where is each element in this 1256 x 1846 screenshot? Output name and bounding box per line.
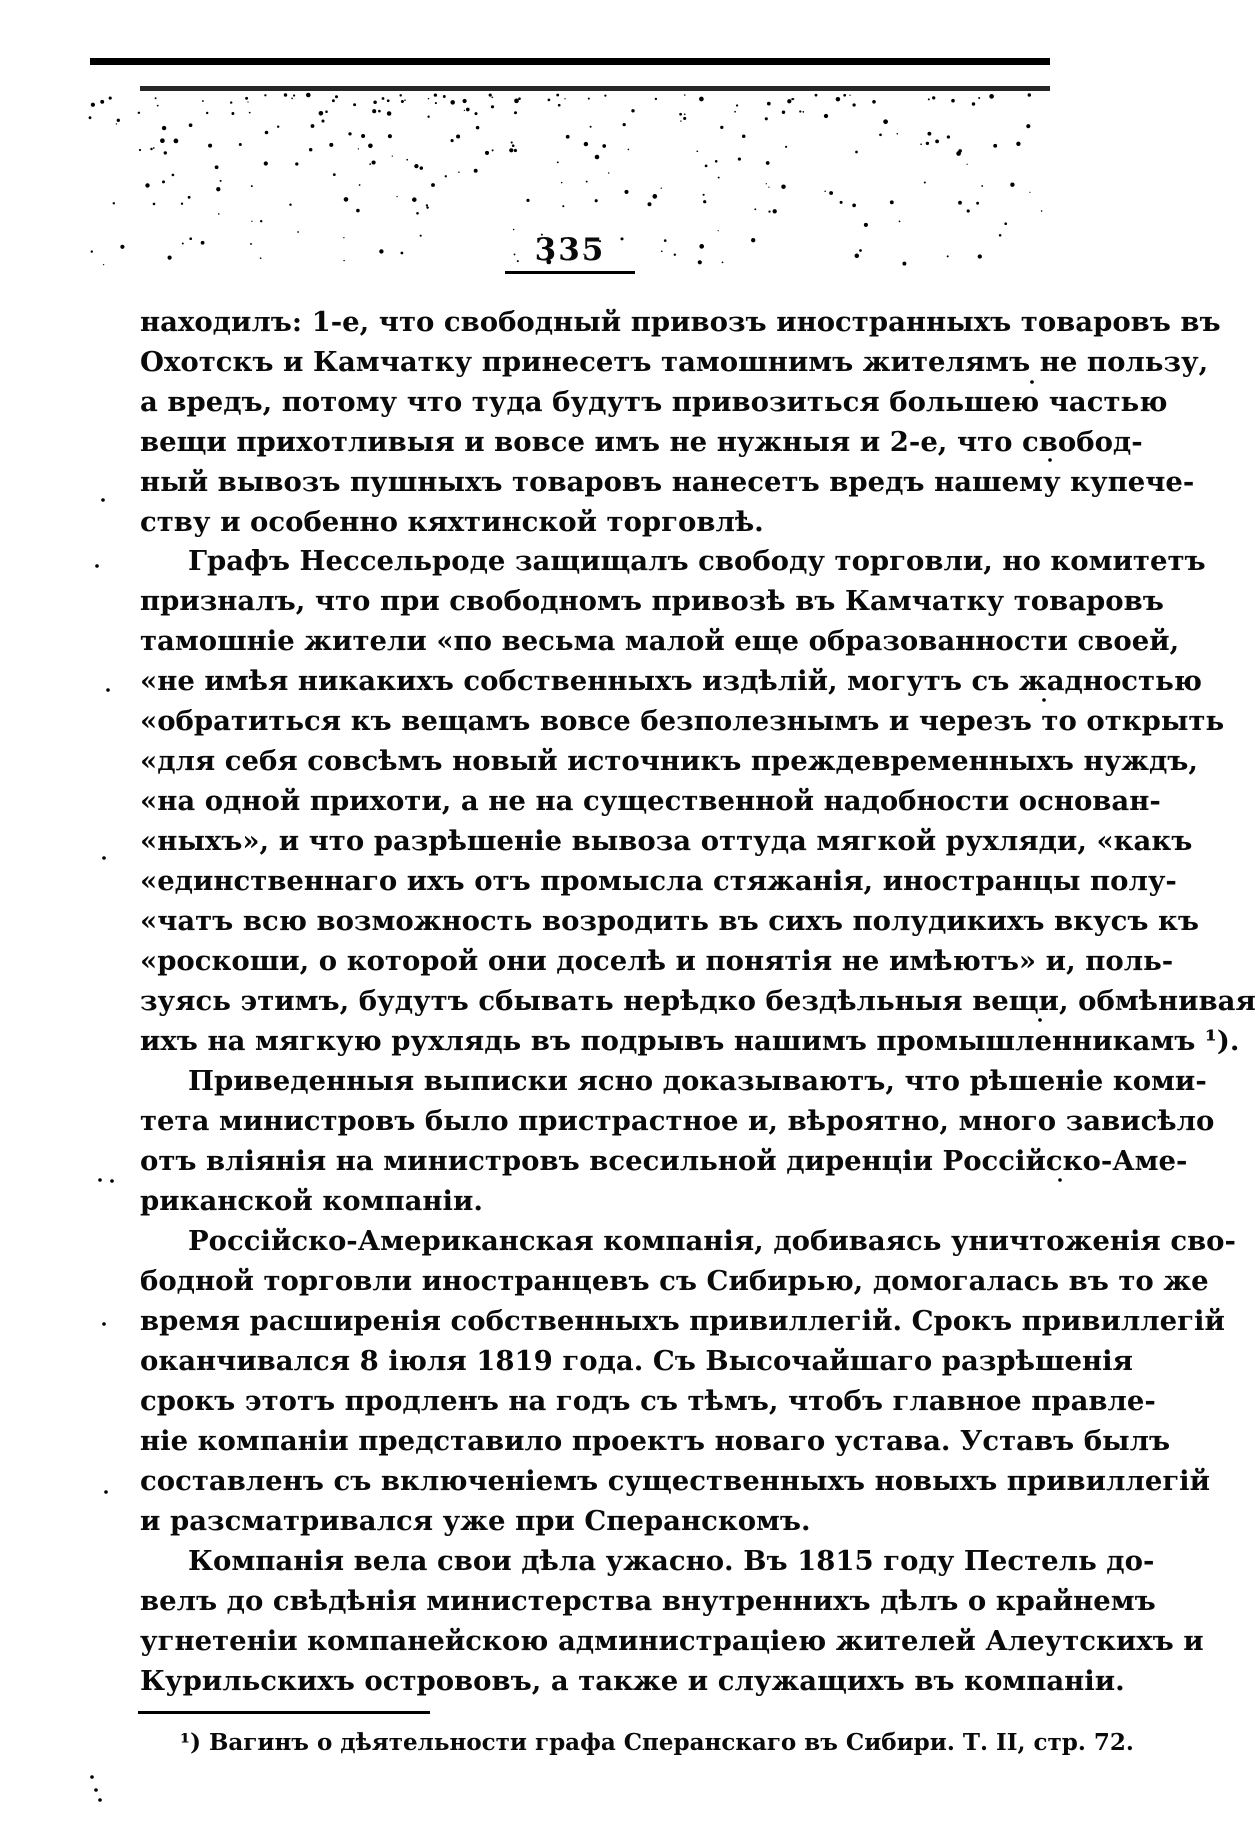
noise-speck — [492, 149, 494, 151]
noise-speck — [450, 100, 455, 105]
noise-speck — [139, 149, 141, 151]
noise-speck — [372, 160, 376, 164]
noise-speck — [557, 161, 559, 163]
noise-speck — [428, 98, 430, 100]
noise-speck — [145, 183, 149, 187]
text-line: зуясь этимъ, будутъ сбывать нерѣдко бездѣльныя вещи, обмѣнивая — [140, 985, 1256, 1017]
text-line: составленъ съ включеніемъ существенныхъ новыхъ привиллегій — [140, 1465, 1211, 1497]
noise-speck — [781, 184, 786, 189]
noise-speck — [967, 209, 970, 212]
noise-speck — [683, 117, 686, 120]
noise-speck — [548, 99, 551, 102]
noise-speck — [356, 209, 360, 213]
noise-speck — [765, 117, 768, 120]
margin-speck — [1038, 1018, 1042, 1022]
noise-speck — [202, 100, 204, 102]
noise-speck — [476, 126, 480, 130]
noise-speck — [927, 132, 931, 136]
noise-speck — [736, 104, 738, 106]
noise-speck — [215, 165, 219, 169]
text-line: Курильскихъ острововъ, а также и служащихъ въ компаніи. — [140, 1665, 1125, 1697]
noise-speck — [160, 138, 165, 143]
text-line: а вредъ, потому что туда будутъ привозиться большею частью — [140, 386, 1168, 418]
noise-speck — [358, 148, 359, 149]
noise-speck — [164, 151, 167, 154]
noise-speck — [699, 97, 704, 102]
noise-speck — [368, 143, 373, 148]
noise-speck — [247, 101, 248, 102]
noise-speck — [631, 109, 634, 112]
noise-speck — [766, 183, 767, 184]
noise-speck — [466, 108, 470, 112]
margin-speck — [94, 1788, 98, 1792]
noise-speck — [208, 144, 212, 148]
noise-speck — [361, 134, 365, 138]
noise-speck — [116, 123, 117, 124]
noise-speck — [172, 174, 175, 177]
noise-speck — [564, 98, 565, 99]
noise-speck — [153, 147, 155, 149]
noise-speck — [684, 94, 686, 96]
noise-speck — [443, 95, 446, 98]
noise-speck — [855, 151, 858, 154]
noise-speck — [849, 95, 850, 96]
noise-speck — [353, 103, 356, 106]
noise-speck — [435, 102, 437, 104]
noise-speck — [526, 199, 529, 202]
noise-speck — [329, 143, 333, 147]
noise-speck — [785, 146, 787, 148]
text-line: бодной торговли иностранцевъ съ Сибирью, домогалась въ то же — [140, 1265, 1209, 1297]
noise-speck — [514, 98, 519, 103]
text-line: вещи прихотливыя и вовсе имъ не нужныя и 2-е, что свобод- — [140, 426, 1143, 458]
noise-speck — [852, 103, 855, 106]
noise-speck — [157, 105, 159, 107]
noise-speck — [456, 134, 460, 138]
noise-speck — [426, 206, 428, 208]
text-line: и разсматривался уже при Сперанскомъ. — [140, 1505, 811, 1537]
noise-speck — [897, 133, 899, 135]
noise-speck — [332, 99, 335, 102]
noise-speck — [412, 197, 417, 202]
noise-speck — [989, 94, 994, 99]
noise-speck — [852, 204, 856, 208]
text-line: риканской компаніи. — [140, 1185, 483, 1217]
noise-speck — [113, 202, 115, 204]
noise-speck — [206, 112, 208, 114]
noise-speck — [162, 180, 165, 183]
noise-speck — [920, 143, 922, 145]
noise-speck — [264, 94, 266, 96]
noise-speck — [416, 212, 419, 215]
noise-speck — [768, 211, 770, 213]
text-line: «обратиться къ вещамъ вовсе безполезнымъ и черезъ то открыть — [140, 705, 1225, 737]
noise-speck — [509, 148, 513, 152]
noise-speck — [843, 94, 846, 97]
noise-speck — [260, 220, 262, 222]
noise-speck — [738, 158, 741, 161]
text-line: ихъ на мягкую рухлядь въ подрывъ нашимъ промышленникамъ ¹). — [140, 1025, 1240, 1057]
noise-speck — [138, 112, 140, 114]
noise-speck — [230, 101, 232, 103]
margin-speck — [95, 564, 99, 568]
margin-speck — [1030, 380, 1034, 384]
noise-speck — [289, 203, 291, 205]
noise-speck — [879, 133, 882, 136]
paragraph-start-line: Приведенныя выписки ясно доказываютъ, что рѣшеніе коми- — [188, 1065, 1207, 1097]
paragraph-start-line: Компанія вела свои дѣла ужасно. Въ 1815 году Пестель до- — [188, 1545, 1155, 1577]
margin-speck — [98, 1178, 102, 1182]
noise-speck — [335, 95, 338, 98]
noise-speck — [451, 139, 454, 142]
noise-speck — [680, 120, 681, 121]
text-line: отъ вліянія на министровъ всесильной диренціи Россійско-Аме- — [140, 1145, 1188, 1177]
noise-speck — [956, 151, 961, 156]
noise-speck — [734, 111, 736, 113]
noise-speck — [406, 159, 408, 161]
noise-speck — [815, 94, 818, 97]
noise-speck — [427, 116, 429, 118]
noise-speck — [1029, 192, 1030, 193]
noise-speck — [602, 144, 606, 148]
text-line: «ныхъ», и что разрѣшеніе вывоза оттуда мягкой рухляди, «какъ — [140, 825, 1193, 857]
noise-speck — [392, 155, 393, 156]
noise-speck — [293, 94, 295, 96]
noise-speck — [306, 93, 311, 98]
noise-speck — [401, 100, 404, 103]
noise-speck — [91, 103, 95, 107]
noise-speck — [150, 148, 152, 150]
paragraph-start-line: Россійско-Американская компанія, добиваясь уничтоженія сво- — [188, 1225, 1236, 1257]
noise-speck — [648, 202, 652, 206]
noise-speck — [802, 111, 804, 113]
noise-speck — [556, 94, 559, 97]
noise-speck — [387, 99, 390, 102]
noise-speck — [251, 185, 253, 187]
noise-speck — [718, 177, 720, 179]
text-line: «единственнаго ихъ отъ промысла стяжанія, иностранцы полу- — [140, 865, 1177, 897]
noise-speck — [291, 98, 293, 100]
noise-speck — [431, 183, 435, 187]
noise-speck — [309, 148, 312, 151]
noise-speck — [426, 204, 428, 206]
footnote-rule — [138, 1711, 430, 1714]
noise-speck — [684, 113, 686, 115]
noise-speck — [220, 180, 222, 182]
text-line: призналъ, что при свободномъ привозѣ въ Камчатку товаровъ — [140, 585, 1164, 617]
margin-speck — [102, 1322, 106, 1326]
noise-speck — [947, 135, 950, 138]
text-line: Охотскъ и Камчатку принесетъ тамошнимъ жителямъ не пользу, — [140, 346, 1209, 378]
noise-speck — [767, 102, 771, 106]
text-line: «на одной прихоти, а не на существенной надобности основан- — [140, 785, 1161, 817]
noise-speck — [434, 93, 437, 96]
text-line: время расширенія собственныхъ привиллегій. Срокъ привиллегій — [140, 1305, 1225, 1337]
noise-speck — [924, 181, 926, 183]
noise-speck — [679, 113, 682, 116]
noise-speck — [703, 194, 705, 196]
margin-speck — [1048, 458, 1052, 462]
noise-speck — [720, 126, 723, 129]
noise-speck — [935, 140, 939, 144]
noise-speck — [561, 182, 563, 184]
noise-speck — [189, 123, 193, 127]
noise-speck — [445, 175, 447, 177]
header-rule — [90, 58, 1050, 65]
noise-speck — [584, 142, 588, 146]
noise-speck — [604, 95, 606, 97]
noise-speck — [932, 96, 935, 99]
noise-speck — [387, 111, 392, 116]
noise-speck — [100, 100, 104, 104]
noise-speck — [981, 185, 983, 187]
page-number: 335 — [534, 232, 606, 268]
noise-speck — [1026, 124, 1030, 128]
noise-speck — [624, 190, 628, 194]
noise-speck — [188, 196, 191, 199]
text-line: «роскоши, о которой они доселѣ и понятія не имѣютъ» и, поль- — [140, 945, 1174, 977]
noise-speck — [359, 184, 361, 186]
noise-speck — [1028, 93, 1031, 96]
text-line: «не имѣя никакихъ собственныхъ издѣлій, могутъ съ жадностью — [140, 665, 1202, 697]
noise-speck — [333, 173, 336, 176]
noise-speck — [512, 144, 515, 147]
noise-speck — [344, 197, 349, 202]
noise-speck — [89, 116, 92, 119]
text-line: тамошніе жители «по весьма малой еще образованности своей, — [140, 625, 1180, 657]
noise-speck — [890, 200, 894, 204]
noise-speck — [369, 163, 371, 165]
noise-speck — [791, 98, 793, 100]
noise-speck — [628, 149, 630, 151]
noise-speck — [742, 134, 746, 138]
noise-speck — [514, 149, 517, 152]
noise-speck — [489, 94, 492, 97]
noise-speck — [474, 112, 477, 115]
noise-speck — [277, 126, 279, 128]
noise-speck — [117, 119, 120, 122]
noise-speck — [966, 164, 967, 165]
noise-speck — [652, 194, 657, 199]
noise-speck — [321, 119, 324, 122]
noise-speck — [249, 112, 251, 114]
noise-speck — [715, 160, 718, 163]
text-line: «для себя совсѣмъ новый источникъ преждевременныхъ нуждъ, — [140, 745, 1198, 777]
noise-speck — [1041, 210, 1043, 212]
margin-speck — [102, 856, 106, 860]
noise-speck — [883, 119, 888, 124]
noise-speck — [972, 102, 975, 105]
noise-speck — [773, 209, 777, 213]
noise-speck — [928, 98, 930, 100]
noise-speck — [926, 142, 929, 145]
text-line: ный вывозъ пушныхъ товаровъ нанесетъ вредъ нашему купече- — [140, 466, 1195, 498]
text-line: ніе компаніи представило проектъ новаго устава. Уставъ былъ — [140, 1425, 1171, 1457]
noise-speck — [474, 169, 478, 173]
noise-speck — [1016, 142, 1020, 146]
noise-speck — [162, 126, 166, 130]
noise-speck — [993, 144, 997, 148]
noise-speck — [586, 181, 588, 183]
text-line: оканчивался 8 іюля 1819 года. Съ Высочайшаго разрѣшенія — [140, 1345, 1133, 1377]
noise-speck — [824, 191, 826, 193]
noise-speck — [491, 96, 493, 98]
noise-speck — [295, 162, 298, 165]
noise-speck — [464, 110, 465, 111]
noise-speck — [372, 109, 376, 113]
noise-speck — [787, 99, 791, 103]
noise-speck — [782, 111, 785, 114]
text-line: велъ до свѣдѣнія министерства внутреннихъ дѣлъ о крайнемъ — [140, 1585, 1156, 1617]
noise-speck — [595, 155, 600, 160]
header-rule-secondary — [140, 86, 1050, 91]
footnote: ¹) Вагинъ о дѣятельности графа Сперанскаго въ Сибири. Т. II, стр. 72. — [180, 1729, 1134, 1756]
noise-speck — [518, 97, 521, 100]
noise-speck — [562, 205, 564, 207]
margin-speck — [104, 1490, 108, 1494]
noise-speck — [264, 161, 268, 165]
noise-speck — [348, 132, 351, 135]
noise-speck — [181, 203, 183, 205]
noise-speck — [588, 98, 590, 100]
noise-speck — [836, 97, 841, 102]
margin-speck — [1058, 1178, 1062, 1182]
noise-speck — [485, 151, 489, 155]
page-number-rule — [505, 271, 635, 274]
noise-speck — [239, 143, 242, 146]
noise-speck — [284, 93, 287, 96]
text-line: срокъ этотъ продленъ на годъ съ тѣмъ, чтобъ главное правле- — [140, 1385, 1156, 1417]
noise-speck — [463, 99, 467, 103]
noise-speck — [491, 105, 494, 108]
noise-speck — [404, 99, 406, 101]
noise-speck — [458, 171, 460, 173]
noise-speck — [958, 201, 962, 205]
noise-speck — [566, 135, 570, 139]
paragraph-start-line: Графъ Нессельроде защищалъ свободу торговли, но комитетъ — [188, 545, 1206, 577]
noise-speck — [514, 111, 517, 114]
noise-speck — [373, 101, 377, 105]
noise-speck — [623, 123, 626, 126]
noise-speck — [245, 97, 248, 100]
noise-speck — [696, 150, 698, 152]
noise-speck — [864, 223, 868, 227]
text-line: находилъ: 1-е, что свободный привозъ иностранныхъ товаровъ въ — [140, 306, 1221, 338]
noise-speck — [319, 111, 324, 116]
noise-speck — [513, 229, 515, 231]
noise-speck — [174, 139, 179, 144]
noise-speck — [155, 97, 157, 99]
margin-speck — [106, 688, 110, 692]
noise-speck — [754, 208, 756, 210]
noise-speck — [378, 110, 381, 113]
noise-speck — [703, 200, 706, 203]
noise-speck — [109, 97, 112, 100]
noise-speck — [1010, 183, 1014, 187]
noise-speck — [824, 114, 828, 118]
noise-speck — [951, 99, 955, 103]
noise-speck — [608, 172, 609, 173]
margin-speck — [110, 1179, 114, 1183]
noise-speck — [511, 141, 513, 143]
noise-speck — [840, 201, 843, 204]
noise-speck — [382, 97, 385, 100]
noise-speck — [388, 134, 392, 138]
noise-speck — [799, 110, 801, 112]
noise-speck — [976, 202, 979, 205]
noise-speck — [978, 97, 980, 99]
noise-speck — [251, 221, 252, 222]
noise-speck — [396, 196, 397, 197]
text-line: «чатъ всю возможность возродить въ сихъ полудикихъ вкусъ къ — [140, 905, 1199, 937]
noise-speck — [265, 131, 269, 135]
noise-speck — [218, 213, 220, 215]
noise-speck — [216, 187, 220, 191]
margin-speck — [1042, 698, 1046, 702]
noise-speck — [590, 126, 592, 128]
noise-speck — [705, 165, 708, 168]
noise-speck — [768, 186, 769, 187]
noise-speck — [829, 191, 833, 195]
noise-speck — [311, 124, 315, 128]
noise-speck — [558, 104, 561, 107]
noise-speck — [661, 188, 662, 189]
margin-speck — [101, 498, 105, 502]
noise-speck — [655, 98, 657, 100]
text-line: ству и особенно кяхтинской торговлѣ. — [140, 506, 764, 538]
noise-speck — [414, 164, 418, 168]
noise-speck — [231, 112, 234, 115]
margin-speck — [98, 1798, 102, 1802]
text-line: угнетеніи компанейскою администраціею жителей Алеутскихъ и — [140, 1625, 1204, 1657]
noise-speck — [872, 100, 876, 104]
noise-speck — [153, 203, 156, 206]
text-line: тета министровъ было пристрастное и, вѣроятно, много зависѣло — [140, 1105, 1215, 1137]
noise-speck — [899, 221, 901, 223]
margin-speck — [90, 1775, 94, 1779]
noise-speck — [766, 161, 770, 165]
noise-speck — [399, 94, 401, 96]
noise-speck — [595, 199, 598, 202]
noise-speck — [1004, 222, 1007, 225]
noise-speck — [420, 166, 423, 169]
noise-speck — [325, 110, 328, 113]
